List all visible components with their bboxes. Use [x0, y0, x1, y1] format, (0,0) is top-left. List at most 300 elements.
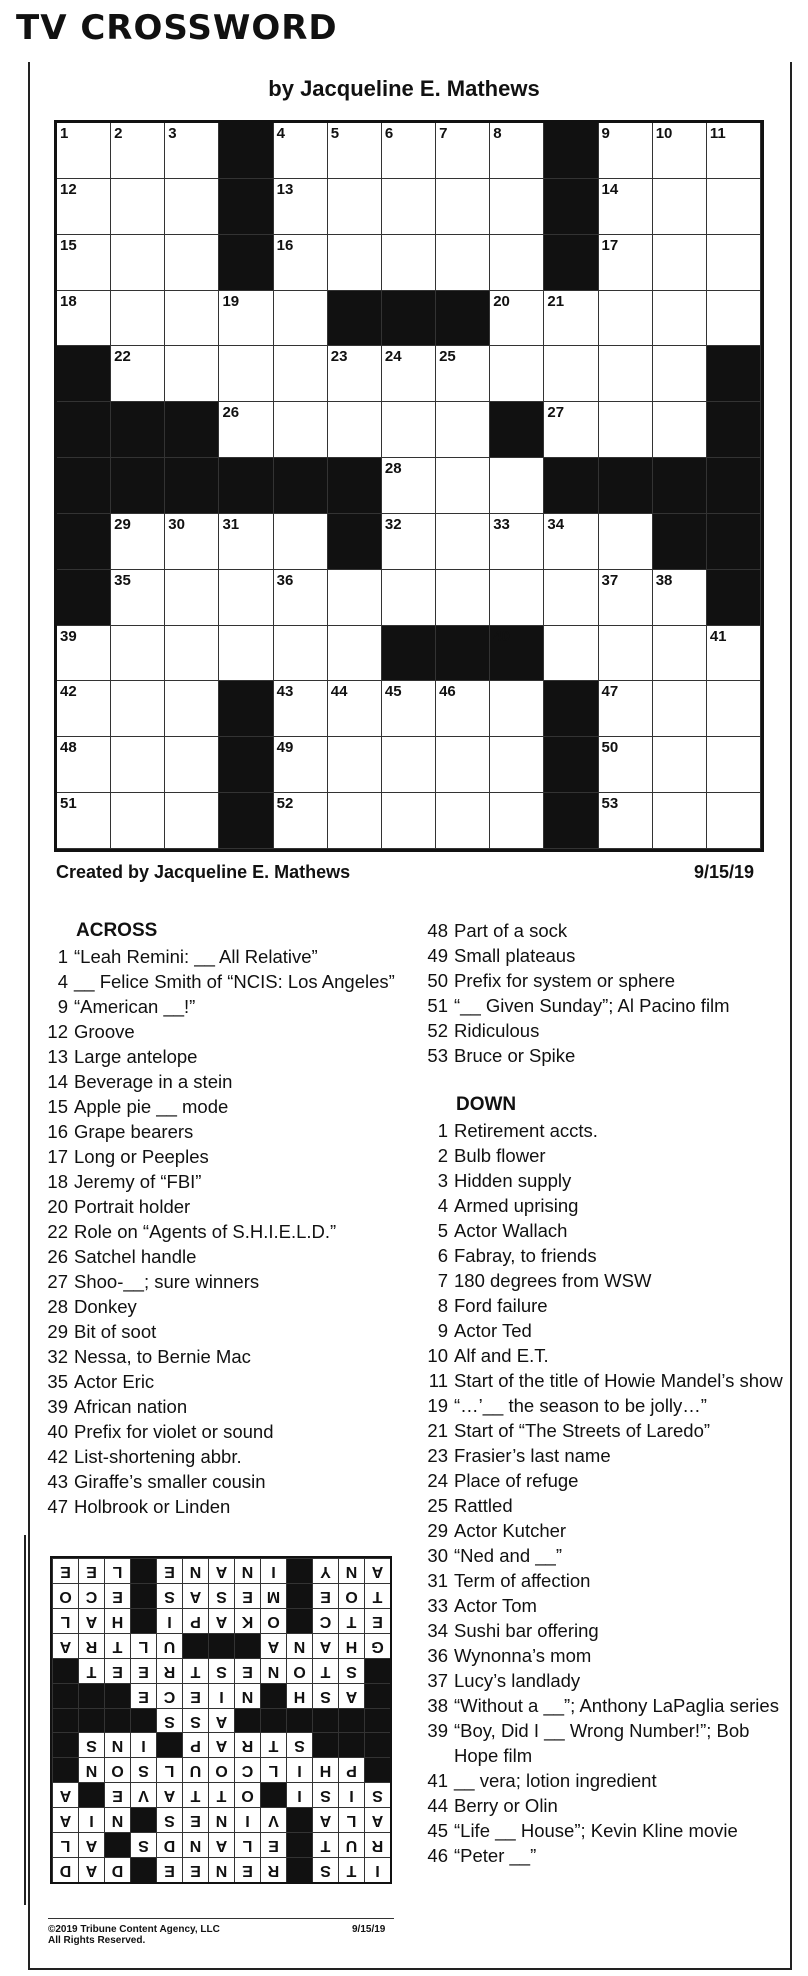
grid-cell[interactable] [328, 626, 382, 682]
solution-letter: H [338, 1633, 364, 1658]
grid-cell[interactable] [544, 514, 598, 570]
clue-number: 42 [47, 1446, 68, 1467]
grid-cell[interactable] [599, 570, 653, 626]
grid-cell[interactable] [436, 346, 490, 402]
grid-cell[interactable] [544, 402, 598, 458]
clue-number: 8 [437, 1295, 448, 1316]
clue-text: Ford failure [454, 1295, 548, 1316]
grid-cell[interactable] [111, 179, 165, 235]
grid-cell[interactable] [653, 681, 707, 737]
solution-letter: N [182, 1558, 208, 1583]
grid-cell[interactable] [57, 681, 111, 737]
grid-cell[interactable] [599, 291, 653, 347]
black-square [57, 570, 111, 626]
clue-item [44, 944, 404, 969]
grid-cell[interactable] [57, 737, 111, 793]
clue-number: 25 [427, 1495, 448, 1516]
black-square [219, 458, 273, 514]
clue-number: 31 [427, 1570, 448, 1591]
solution-letter: T [312, 1658, 338, 1683]
black-square [436, 291, 490, 347]
grid-cell[interactable] [57, 235, 111, 291]
grid-cell[interactable] [274, 681, 328, 737]
solution-black-square [104, 1832, 130, 1857]
clue-text: “Boy, Did I __ Wrong Number!”; Bob Hope film [454, 1720, 750, 1766]
grid-cell[interactable] [328, 681, 382, 737]
clue-text: Place of refuge [454, 1470, 579, 1491]
clue-item [424, 1443, 784, 1468]
grid-cell[interactable] [57, 179, 111, 235]
clue-number: 11 [709, 125, 726, 142]
grid-cell[interactable] [653, 570, 707, 626]
grid-cell[interactable] [57, 123, 111, 179]
black-square [544, 793, 598, 849]
grid-cell[interactable] [382, 179, 436, 235]
clue-text: Frasier’s last name [454, 1445, 611, 1466]
clue-item [424, 1568, 784, 1593]
clue-number: 21 [547, 292, 565, 310]
grid-cell[interactable] [165, 235, 219, 291]
grid-cell[interactable] [274, 570, 328, 626]
clue-number: 51 [427, 995, 448, 1016]
grid-cell[interactable] [490, 291, 544, 347]
clue-text: Term of affection [454, 1570, 591, 1591]
grid-cell[interactable] [165, 123, 219, 179]
grid-cell[interactable] [436, 570, 490, 626]
clue-number: 19 [222, 292, 240, 310]
grid-cell[interactable] [653, 123, 707, 179]
clue-text: “Without a __”; Anthony LaPaglia series [454, 1695, 779, 1716]
grid-cell[interactable] [382, 514, 436, 570]
grid-cell[interactable] [707, 681, 761, 737]
clue-number: 7 [439, 125, 448, 142]
clue-item [424, 1668, 784, 1693]
clue-number: 20 [493, 292, 510, 310]
grid-cell[interactable] [490, 514, 544, 570]
grid-cell[interactable] [707, 291, 761, 347]
grid-cell[interactable] [707, 626, 761, 682]
clue-text: “Leah Remini: __ All Relative” [74, 946, 318, 967]
solution-letter: M [260, 1583, 286, 1608]
grid-cell[interactable] [219, 626, 273, 682]
grid-cell[interactable] [653, 291, 707, 347]
clue-number: 47 [47, 1496, 68, 1517]
black-square [544, 179, 598, 235]
divider-line [48, 1918, 394, 1919]
clue-item [44, 1319, 404, 1344]
solution-letter: H [104, 1608, 130, 1633]
grid-cell[interactable] [707, 123, 761, 179]
clue-item [424, 968, 784, 993]
clue-number: 18 [47, 1171, 68, 1192]
black-square [707, 570, 761, 626]
grid-cell[interactable] [653, 737, 707, 793]
solution-letter: E [104, 1782, 130, 1807]
solution-letter: A [52, 1782, 78, 1807]
grid-cell[interactable] [111, 570, 165, 626]
grid-cell[interactable] [544, 346, 598, 402]
clue-number: 39 [427, 1720, 448, 1741]
grid-cell[interactable] [111, 514, 165, 570]
clue-text: List-shortening abbr. [74, 1446, 242, 1467]
clue-number: 8 [493, 125, 502, 142]
grid-cell[interactable] [599, 681, 653, 737]
clue-item [424, 1368, 784, 1393]
grid-cell[interactable] [599, 235, 653, 291]
clue-number: 45 [427, 1820, 448, 1841]
grid-cell[interactable] [274, 179, 328, 235]
grid-cell[interactable] [653, 235, 707, 291]
grid-cell[interactable] [165, 793, 219, 849]
grid-cell[interactable] [111, 793, 165, 849]
grid-cell[interactable] [490, 346, 544, 402]
grid-cell[interactable] [111, 346, 165, 402]
clue-text: Holbrook or Linden [74, 1496, 231, 1517]
solution-letter: T [182, 1782, 208, 1807]
grid-cell[interactable] [599, 346, 653, 402]
clue-text: Bulb flower [454, 1145, 546, 1166]
grid-cell[interactable] [274, 402, 328, 458]
grid-cell[interactable] [707, 793, 761, 849]
solution-letter: E [312, 1583, 338, 1608]
solution-letter: E [234, 1857, 260, 1882]
grid-cell[interactable] [274, 737, 328, 793]
copyright-notice [48, 1924, 220, 1946]
grid-cell[interactable] [653, 179, 707, 235]
grid-cell[interactable] [328, 570, 382, 626]
clue-number: 3 [168, 125, 177, 142]
grid-cell[interactable] [382, 235, 436, 291]
grid-cell[interactable] [328, 346, 382, 402]
solution-letter: N [104, 1807, 130, 1832]
black-square [707, 458, 761, 514]
clue-item [44, 969, 404, 994]
grid-cell[interactable] [436, 123, 490, 179]
grid-cell[interactable] [382, 737, 436, 793]
grid-cell[interactable] [653, 346, 707, 402]
solution-black-square [286, 1708, 312, 1733]
grid-cell[interactable] [382, 123, 436, 179]
clue-number: 6 [437, 1245, 448, 1266]
clue-number: 23 [330, 348, 348, 366]
solution-letter: E [156, 1857, 182, 1882]
grid-cell[interactable] [490, 681, 544, 737]
grid-cell[interactable] [382, 793, 436, 849]
clue-item [424, 1593, 784, 1618]
grid-cell[interactable] [165, 514, 219, 570]
grid-cell[interactable] [599, 737, 653, 793]
grid-cell[interactable] [382, 458, 436, 514]
solution-letter: L [130, 1633, 156, 1658]
grid-cell[interactable] [599, 793, 653, 849]
solution-letter: T [312, 1832, 338, 1857]
clue-item [44, 1244, 404, 1269]
clue-item [424, 1643, 784, 1668]
solution-black-square [286, 1608, 312, 1633]
grid-cell[interactable] [57, 291, 111, 347]
grid-cell[interactable] [599, 123, 653, 179]
clue-number: 41 [709, 627, 727, 645]
grid-cell[interactable] [544, 291, 598, 347]
solution-letter: N [182, 1832, 208, 1857]
black-square [382, 626, 436, 682]
grid-cell[interactable] [382, 681, 436, 737]
solution-letter: T [364, 1583, 390, 1608]
black-square [544, 737, 598, 793]
grid-cell[interactable] [111, 626, 165, 682]
copyright-text: ©2019 Tribune Content Agency, LLC [48, 1924, 220, 1935]
clue-item [424, 1543, 784, 1568]
grid-cell[interactable] [436, 235, 490, 291]
black-square [57, 402, 111, 458]
grid-cell[interactable] [490, 737, 544, 793]
clue-number: 10 [427, 1345, 448, 1366]
clue-item [424, 1293, 784, 1318]
clue-number: 40 [493, 627, 510, 645]
grid-cell[interactable] [274, 123, 328, 179]
clue-number: 32 [47, 1346, 68, 1367]
grid-cell[interactable] [653, 793, 707, 849]
byline: by Jacqueline E. Mathews [268, 76, 540, 101]
grid-cell[interactable] [436, 514, 490, 570]
clue-text: 180 degrees from WSW [454, 1270, 652, 1291]
clue-text: “Peter __” [454, 1845, 537, 1866]
clue-number: 48 [427, 920, 448, 941]
down-clue-list [424, 1118, 784, 1868]
grid-cell[interactable] [707, 235, 761, 291]
grid-cell[interactable] [57, 793, 111, 849]
grid-cell[interactable] [165, 626, 219, 682]
clue-number: 29 [47, 1321, 68, 1342]
grid-cell[interactable] [599, 514, 653, 570]
copyright-date: 9/15/19 [352, 1924, 386, 1935]
grid-cell[interactable] [328, 123, 382, 179]
grid-cell[interactable] [707, 179, 761, 235]
clue-text: Bit of soot [74, 1321, 157, 1342]
clue-number: 10 [655, 125, 673, 142]
grid-cell[interactable] [165, 291, 219, 347]
grid-cell[interactable] [436, 681, 490, 737]
solution-black-square [52, 1732, 78, 1757]
clue-number: 31 [222, 515, 240, 533]
clue-number: 42 [60, 683, 77, 701]
solution-letter: E [78, 1558, 104, 1583]
solution-letter: A [156, 1782, 182, 1807]
grid-cell[interactable] [490, 793, 544, 849]
solution-letter: L [234, 1832, 260, 1857]
solution-letter: A [338, 1683, 364, 1708]
solution-letter: S [208, 1658, 234, 1683]
clue-number: 9 [601, 125, 610, 142]
grid-cell[interactable] [111, 681, 165, 737]
grid-cell[interactable] [382, 570, 436, 626]
grid-cell[interactable] [111, 291, 165, 347]
clue-text: Wynonna’s mom [454, 1645, 592, 1666]
clue-item [44, 1069, 404, 1094]
clue-text: “American __!” [74, 996, 196, 1017]
grid-cell[interactable] [707, 737, 761, 793]
grid-cell[interactable] [219, 570, 273, 626]
grid-cell[interactable] [165, 346, 219, 402]
solution-letter: O [338, 1583, 364, 1608]
solution-letter: O [234, 1782, 260, 1807]
grid-cell[interactable] [382, 402, 436, 458]
clue-text: __ vera; lotion ingredient [454, 1770, 657, 1791]
grid-cell[interactable] [274, 235, 328, 291]
clue-number: 13 [47, 1046, 68, 1067]
clue-item [424, 1118, 784, 1143]
clue-number: 36 [427, 1645, 448, 1666]
clue-item [424, 1693, 784, 1718]
grid-cell[interactable] [165, 681, 219, 737]
clue-number: 47 [601, 683, 619, 701]
black-square [382, 291, 436, 347]
clue-number: 26 [47, 1246, 68, 1267]
solution-letter: N [208, 1807, 234, 1832]
grid-cell[interactable] [328, 235, 382, 291]
clue-number: 5 [330, 125, 340, 142]
solution-letter: T [208, 1782, 234, 1807]
solution-letter: O [208, 1757, 234, 1782]
clue-number: 1 [60, 125, 69, 142]
black-square [544, 123, 598, 179]
clue-number: 39 [47, 1396, 68, 1417]
grid-cell[interactable] [219, 346, 273, 402]
solution-letter: R [260, 1857, 286, 1882]
grid-cell[interactable] [436, 179, 490, 235]
grid-cell[interactable] [490, 458, 544, 514]
black-square [57, 458, 111, 514]
grid-cell[interactable] [653, 402, 707, 458]
grid-cell[interactable] [219, 291, 273, 347]
clue-text: Part of a sock [454, 920, 568, 941]
solution-letter: L [338, 1807, 364, 1832]
clue-number: 17 [47, 1146, 68, 1167]
grid-cell[interactable] [382, 346, 436, 402]
grid-cell[interactable] [436, 737, 490, 793]
clue-item [424, 1793, 784, 1818]
solution-black-square [234, 1708, 260, 1733]
grid-cell[interactable] [165, 570, 219, 626]
grid-cell[interactable] [490, 179, 544, 235]
clue-number: 34 [547, 515, 565, 533]
grid-cell[interactable] [219, 514, 273, 570]
clue-number: 2 [114, 125, 123, 142]
solution-letter: A [364, 1807, 390, 1832]
solution-letter: O [260, 1608, 286, 1633]
solution-letter: I [78, 1807, 104, 1832]
solution-black-square [78, 1782, 104, 1807]
solution-black-square [234, 1633, 260, 1658]
grid-cell[interactable] [274, 793, 328, 849]
solution-letter: R [234, 1732, 260, 1757]
clue-item [44, 1494, 404, 1519]
clue-text: Actor Kutcher [454, 1520, 567, 1541]
grid-cell[interactable] [274, 514, 328, 570]
grid-cell[interactable] [111, 737, 165, 793]
black-square [219, 123, 273, 179]
grid-cell[interactable] [599, 402, 653, 458]
clue-text: Ridiculous [454, 1020, 540, 1041]
grid-cell[interactable] [653, 626, 707, 682]
solution-letter: S [156, 1807, 182, 1832]
clue-item [44, 1469, 404, 1494]
clue-number: 6 [384, 125, 394, 142]
clue-text: Role on “Agents of S.H.I.E.L.D.” [74, 1221, 337, 1242]
solution-letter: S [156, 1583, 182, 1608]
grid-cell[interactable] [436, 402, 490, 458]
clue-text: Berry or Olin [454, 1795, 558, 1816]
solution-black-square [338, 1708, 364, 1733]
grid-cell[interactable] [274, 346, 328, 402]
clue-number: 1 [437, 1120, 448, 1141]
clue-text: Prefix for violet or sound [74, 1421, 274, 1442]
grid-cell[interactable] [219, 402, 273, 458]
clue-text: “Life __ House”; Kevin Kline movie [454, 1820, 738, 1841]
grid-cell[interactable] [165, 737, 219, 793]
solution-black-square [364, 1683, 390, 1708]
clue-number: 51 [60, 795, 77, 813]
solution-letter: S [312, 1857, 338, 1882]
solution-letter: A [78, 1857, 104, 1882]
solution-letter: N [286, 1633, 312, 1658]
grid-cell[interactable] [490, 235, 544, 291]
solution-letter: S [130, 1757, 156, 1782]
solution-letter: U [156, 1633, 182, 1658]
solution-letter: R [78, 1633, 104, 1658]
black-square [544, 681, 598, 737]
grid-cell[interactable] [328, 793, 382, 849]
clue-number: 25 [439, 348, 456, 366]
solution-black-square [130, 1708, 156, 1733]
solution-letter: V [260, 1807, 286, 1832]
clue-number: 2 [437, 1145, 448, 1166]
grid-cell[interactable] [274, 291, 328, 347]
clue-number: 24 [384, 348, 402, 366]
clue-number: 46 [427, 1845, 448, 1866]
grid-cell[interactable] [328, 179, 382, 235]
grid-cell[interactable] [599, 179, 653, 235]
clue-text: Bruce or Spike [454, 1045, 576, 1066]
grid-cell[interactable] [111, 123, 165, 179]
solution-letter: N [78, 1757, 104, 1782]
clue-item [424, 1393, 784, 1418]
solution-letter: E [156, 1558, 182, 1583]
solution-black-square [182, 1633, 208, 1658]
clue-number: 43 [276, 683, 294, 701]
grid-cell[interactable] [490, 570, 544, 626]
grid-cell[interactable] [599, 626, 653, 682]
grid-cell[interactable] [436, 793, 490, 849]
black-square [328, 514, 382, 570]
grid-cell[interactable] [328, 402, 382, 458]
clue-number: 40 [47, 1421, 68, 1442]
grid-cell[interactable] [544, 570, 598, 626]
clue-item [424, 1418, 784, 1443]
grid-cell[interactable] [436, 458, 490, 514]
grid-cell[interactable] [111, 235, 165, 291]
solution-letter: P [338, 1757, 364, 1782]
grid-cell[interactable] [328, 737, 382, 793]
grid-cell[interactable] [274, 626, 328, 682]
grid-cell[interactable] [165, 179, 219, 235]
solution-letter: H [286, 1683, 312, 1708]
grid-cell[interactable] [490, 123, 544, 179]
clue-item [424, 1218, 784, 1243]
grid-cell[interactable] [544, 626, 598, 682]
grid-cell[interactable] [57, 626, 111, 682]
clue-number: 49 [276, 739, 294, 757]
